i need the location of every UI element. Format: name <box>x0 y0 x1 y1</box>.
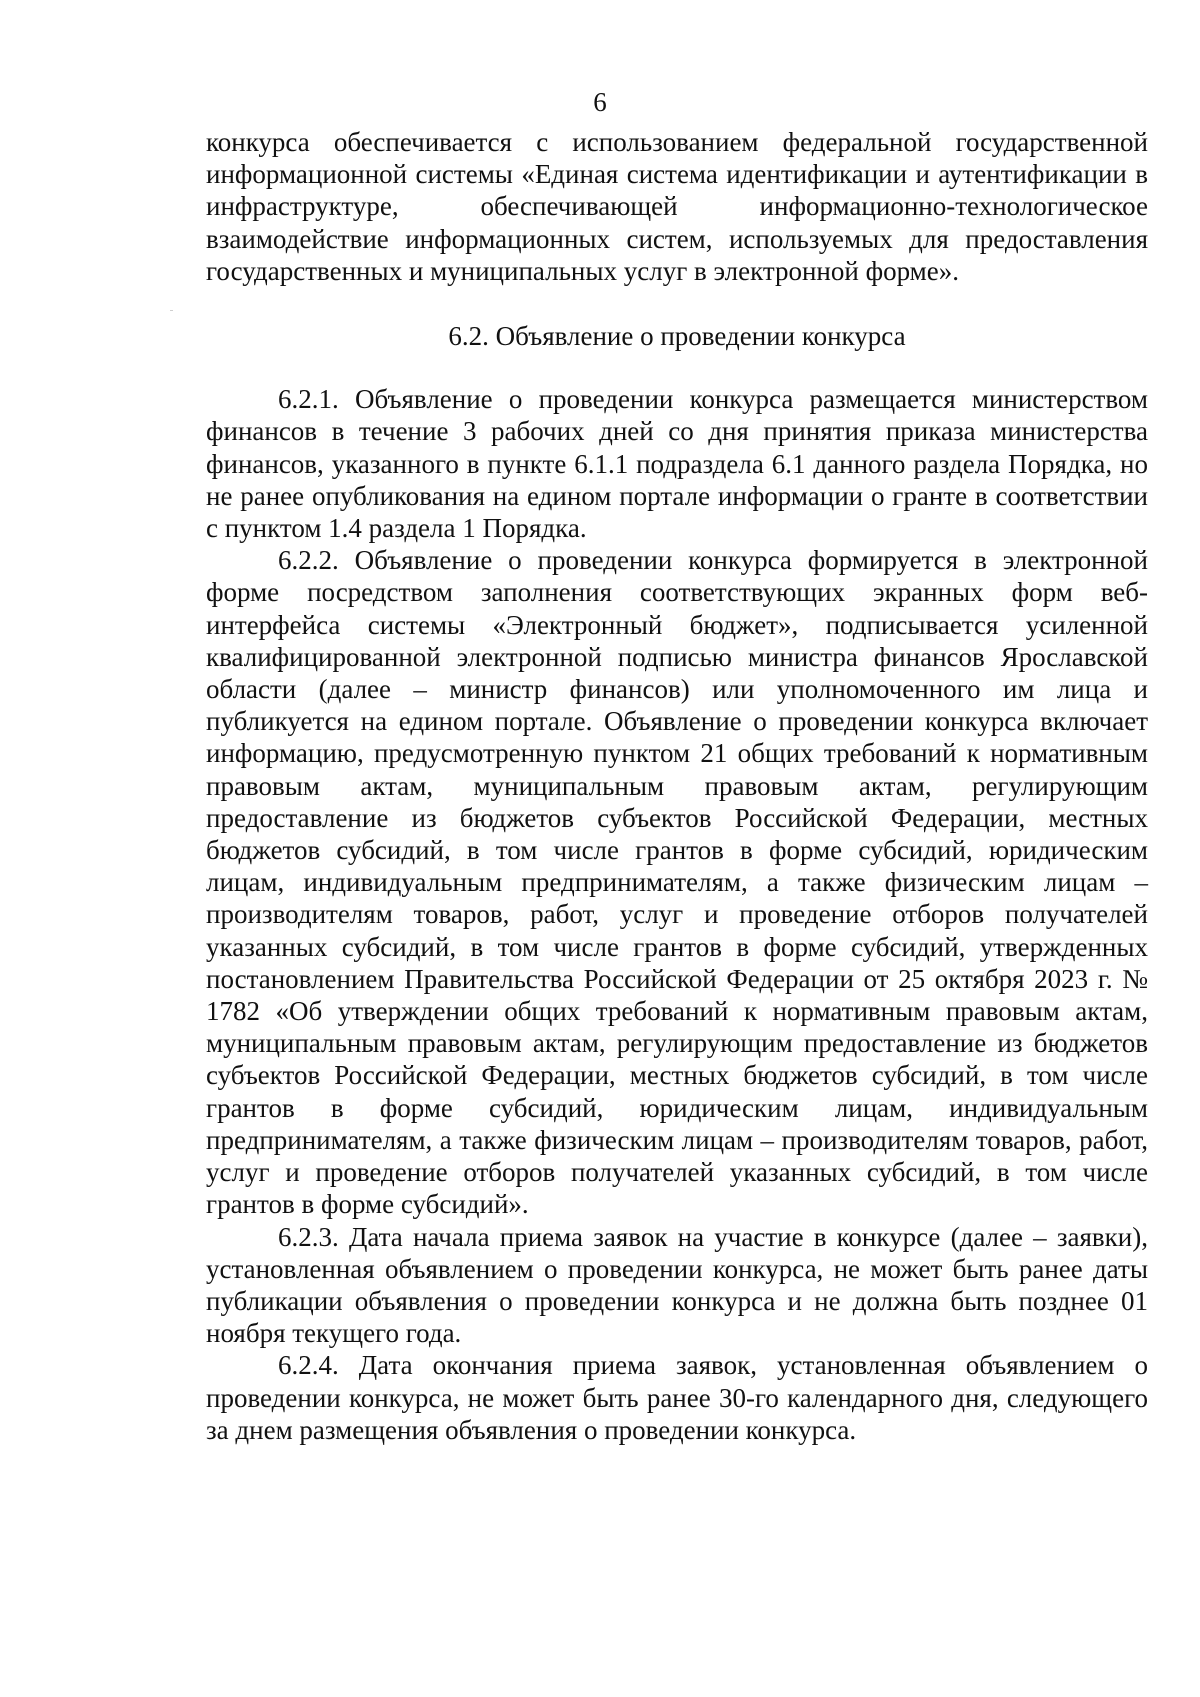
paragraph-6-2-4: 6.2.4. Дата окончания приема заявок, установленная объявлением о проведении конкурса, не может быть ранее 30-го календарного дня, следующего за днем размещения объявления о проведении конкурса. <box>206 1350 1148 1445</box>
section-heading: 6.2. Объявление о проведении конкурса <box>448 321 906 352</box>
paragraph-6-2-2: 6.2.2. Объявление о проведении конкурса формируется в электронной форме посредством заполнения соответствующих экранных форм веб-интерфейса системы «Электронный бюджет», подписывается усиленной квалифицированной электронной подписью министра финансов Ярославской области (далее – министр финансов) или уполномоченного им лица и публикуется на едином портале. Объявление о проведении конкурса включает информацию, предусмотренную пунктом 21 общих требований к нормативным правовым актам, муниципальным правовым актам, регулирующим предоставление из бюджетов субъектов Российской Федерации, местных бюджетов субсидий, в том числе грантов в форме субсидий, юридическим лицам, индивидуальным предпринимателям, а также физическим лицам – производителям товаров, работ, услуг и проведение отборов получателей указанных субсидий, в том числе грантов в форме субсидий, утвержденных постановлением Правительства Российской Федерации от 25 октября 2023 г. № 1782 «Об утверждении общих требований к нормативным правовым актам, муниципальным правовым актам, регулирующим предоставление из бюджетов субъектов Российской Федерации, местных бюджетов субсидий, в том числе грантов в форме субсидий, юридическим лицам, индивидуальным предпринимателям, а также физическим лицам – производителям товаров, работ, услуг и проведение отборов получателей указанных субсидий, в том числе грантов в форме субсидий». <box>206 545 1148 1220</box>
paragraph-continuation: конкурса обеспечивается с использованием федеральной государственной информационной системы «Единая система идентификации и аутентификации в инфраструктуре, обеспечивающей информационно-технологическое взаимодействие информационных систем, используемых для предоставления государственных и муниципальных услуг в электронной форме». <box>206 127 1148 286</box>
paragraph-6-2-1: 6.2.1. Объявление о проведении конкурса размещается министерством финансов в течение 3 рабочих дней со дня принятия приказа министерства финансов, указанного в пункте 6.1.1 подраздела 6.1 данного раздела Порядка, но не ранее опубликования на едином портале информации о гранте в соответствии с пунктом 1.4 раздела 1 Порядка. <box>206 384 1148 544</box>
page-number: 6 <box>593 87 607 117</box>
document-body <box>206 126 1148 1446</box>
paragraph-6-2-3: 6.2.3. Дата начала приема заявок на участие в конкурсе (далее – заявки), установленная объявлением о проведении конкурса, не может быть ранее даты публикации объявления о проведении конкурса и не должна быть позднее 01 ноября текущего года. <box>206 1221 1148 1349</box>
margin-mark <box>170 310 173 311</box>
